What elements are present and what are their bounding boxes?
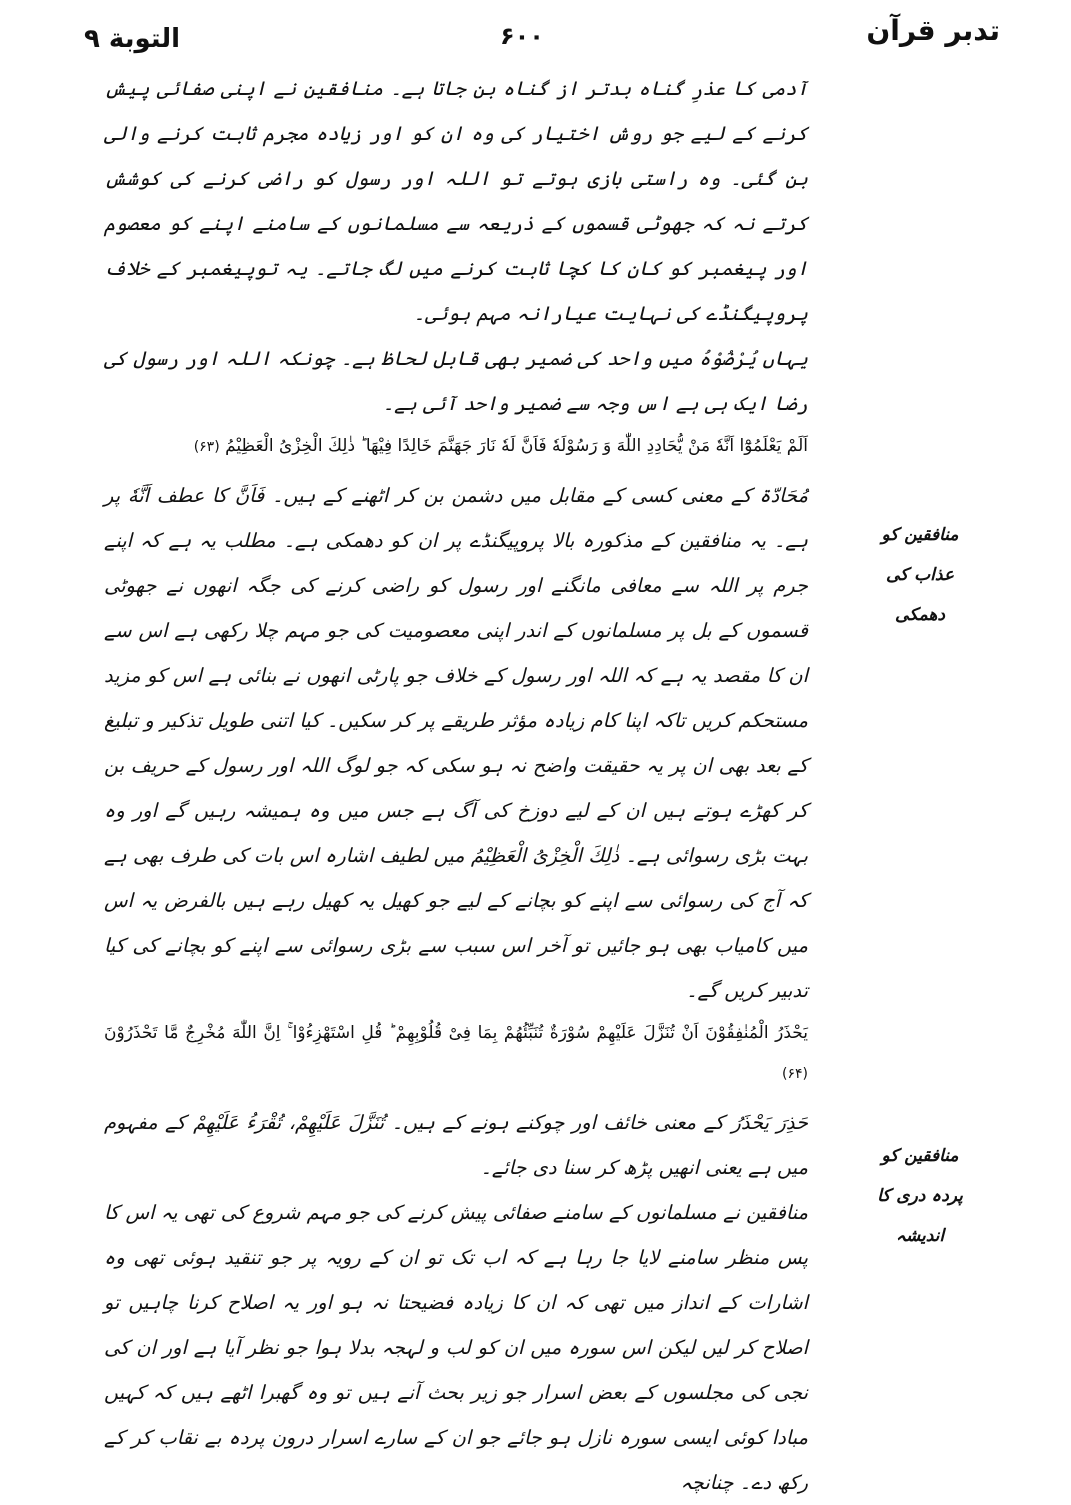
verse-64-text: یَحْذَرُ الْمُنٰفِقُوْنَ اَنْ تُنَزَّلَ عَلَیْهِمْ سُوْرَةٌ تُنَبِّئُهُمْ بِمَا فِیْ قُلُوْبِهِمْ ؕ قُلِ اسْتَهْزِءُوْا ۚ اِنَّ اللّٰهَ مُخْرِجٌ مَّا تَحْذَرُوْنَ (104, 1023, 808, 1043)
margin-note-exposure: منافقین کو پردہ دری کا اندیشہ (877, 1146, 963, 1246)
paragraph-3: مُحَادّۃ کے معنی کسی کے مقابل میں دشمن بن کر اٹھنے کے ہیں۔ فَاَنَّ کا عطف اَنَّهٗ پر ہے۔ یہ منافقین کے مذکورہ بالا پروپیگنڈے پر ان کو دھمکی ہے۔ مطلب یہ ہے کہ اپنے جرم پر اللہ سے معافی مانگنے اور رسول کو راضی کرنے کی جگہ انھوں نے جھوٹی قسموں کے بل پر مسلمانوں کے اندر اپنی معصومیت کی جو مہم چلا رکھی ہے اس سے ان کا مقصد یہ ہے کہ اللہ اور رسول کے خلاف جو پارٹی انھوں نے بنائی ہے اس کو مزید مستحکم کریں تاکہ اپنا کام زیادہ مؤثر طریقے پر کر سکیں۔ کیا اتنی طویل تذکیر و تبلیغ کے بعد بھی ان پر یہ حقیقت واضح نہ ہو سکی کہ جو لوگ اللہ اور رسول کے حریف بن کر کھڑے ہوتے ہیں ان کے لیے دوزخ کی آگ ہے جس میں وہ ہمیشہ رہیں گے اور وہ بہت بڑی رسوائی ہے۔ ذٰلِكَ الْخِزْیُ الْعَظِیْمُ میں لطیف اشارہ اس بات کی طرف بھی ہے کہ آج کی رسوائی سے اپنے کو بچانے کے لیے جو کھیل یہ کھیل رہے ہیں بالفرض یہ اس میں کامیاب بھی ہو جائیں تو آخر اس سبب سے بڑی رسوائی سے اپنے کو بچانے کی کیا تدبیر کریں گے۔ (104, 484, 808, 1002)
page-header (70, 14, 1000, 58)
page-number: ۶۰۰ (500, 22, 544, 50)
verse-63-ref: (۶۳) (193, 439, 220, 455)
paragraph-2: یہاں یُرْضُوْہُ میں واحد کی ضمیر بھی قابل لحاظ ہے۔ چونکہ اللہ اور رسول کی رضا ایک ہی ہے اس وجہ سے ضمیر واحد آئی ہے۔ (104, 347, 808, 415)
book-title: تدبر قرآن (866, 14, 1000, 47)
verse-63 (104, 426, 808, 467)
paragraph-4: حَذِرَ یَحْذَرُ کے معنی خائف اور چوکنے ہونے کے ہیں۔ تُنَزَّلَ عَلَیْهِمْ، تُقْرَءُ عَلَیْهِمْ کے مفہوم میں ہے یعنی انھیں پڑھ کر سنا دی جائے۔ (104, 1111, 808, 1179)
margin-note-threat: منافقین کو عذاب کی دھمکی (881, 525, 959, 625)
main-text-column (104, 66, 808, 1505)
surah-label: التوبة ۹ (84, 24, 181, 54)
paragraph-5: منافقین نے مسلمانوں کے سامنے صفائی پیش کرنے کی جو مہم شروع کی تھی یہ اس کا پس منظر سامنے لایا جا رہا ہے کہ اب تک تو ان کے رویہ پر جو تنقید ہوئی تھی وہ اشارات کے انداز میں تھی کہ ان کا زیادہ فضیحتا نہ ہو اور یہ اصلاح کرنا چاہیں تو اصلاح کر لیں لیکن اس سورہ میں ان کو لب و لہجہ بدلا ہوا جو نظر آیا ہے اور ان کی نجی کی مجلسوں کے بعض اسرار جو زیر بحث آنے ہیں تو وہ گھبرا اٹھے ہیں کہ کہیں مبادا کوئی ایسی سورہ نازل ہو جائے جو ان کے سارے اسرار درون پردہ بے نقاب کر کے رکھ دے۔ چنانچہ (104, 1201, 808, 1494)
verse-64-ref: (۶۴) (782, 1066, 808, 1082)
verse-63-text: اَلَمْ یَعْلَمُوْٓا اَنَّهٗ مَنْ یُّحَادِدِ اللّٰهَ وَ رَسُوْلَهٗ فَاَنَّ لَهٗ نَارَ جَهَنَّمَ خَالِدًا فِیْهَا ؕ ذٰلِكَ الْخِزْیُ الْعَظِیْمُ (225, 436, 808, 456)
verse-64 (104, 1013, 808, 1094)
paragraph-1: آدمی کا عذرِ گناہ بدتر از گناہ بن جاتا ہے۔ منافقین نے اپنی صفائی پیش کرنے کے لیے جو روش اختیار کی وہ ان کو اور زیادہ مجرم ثابت کرنے والی بن گئی۔ وہ راستی بازی ہوتے تو اللہ اور رسول کو راضی کرنے کی کوشش کرتے نہ کہ جھوٹی قسموں کے ذریعہ سے مسلمانوں کے سامنے اپنے کو معصوم اور پیغمبر کو کان کا کچا ثابت کرنے میں لگ جاتے۔ یہ توپیغمبر کے خلاف پروپیگنڈے کی نہایت عیارانہ مہم ہوئی۔ (104, 77, 808, 325)
